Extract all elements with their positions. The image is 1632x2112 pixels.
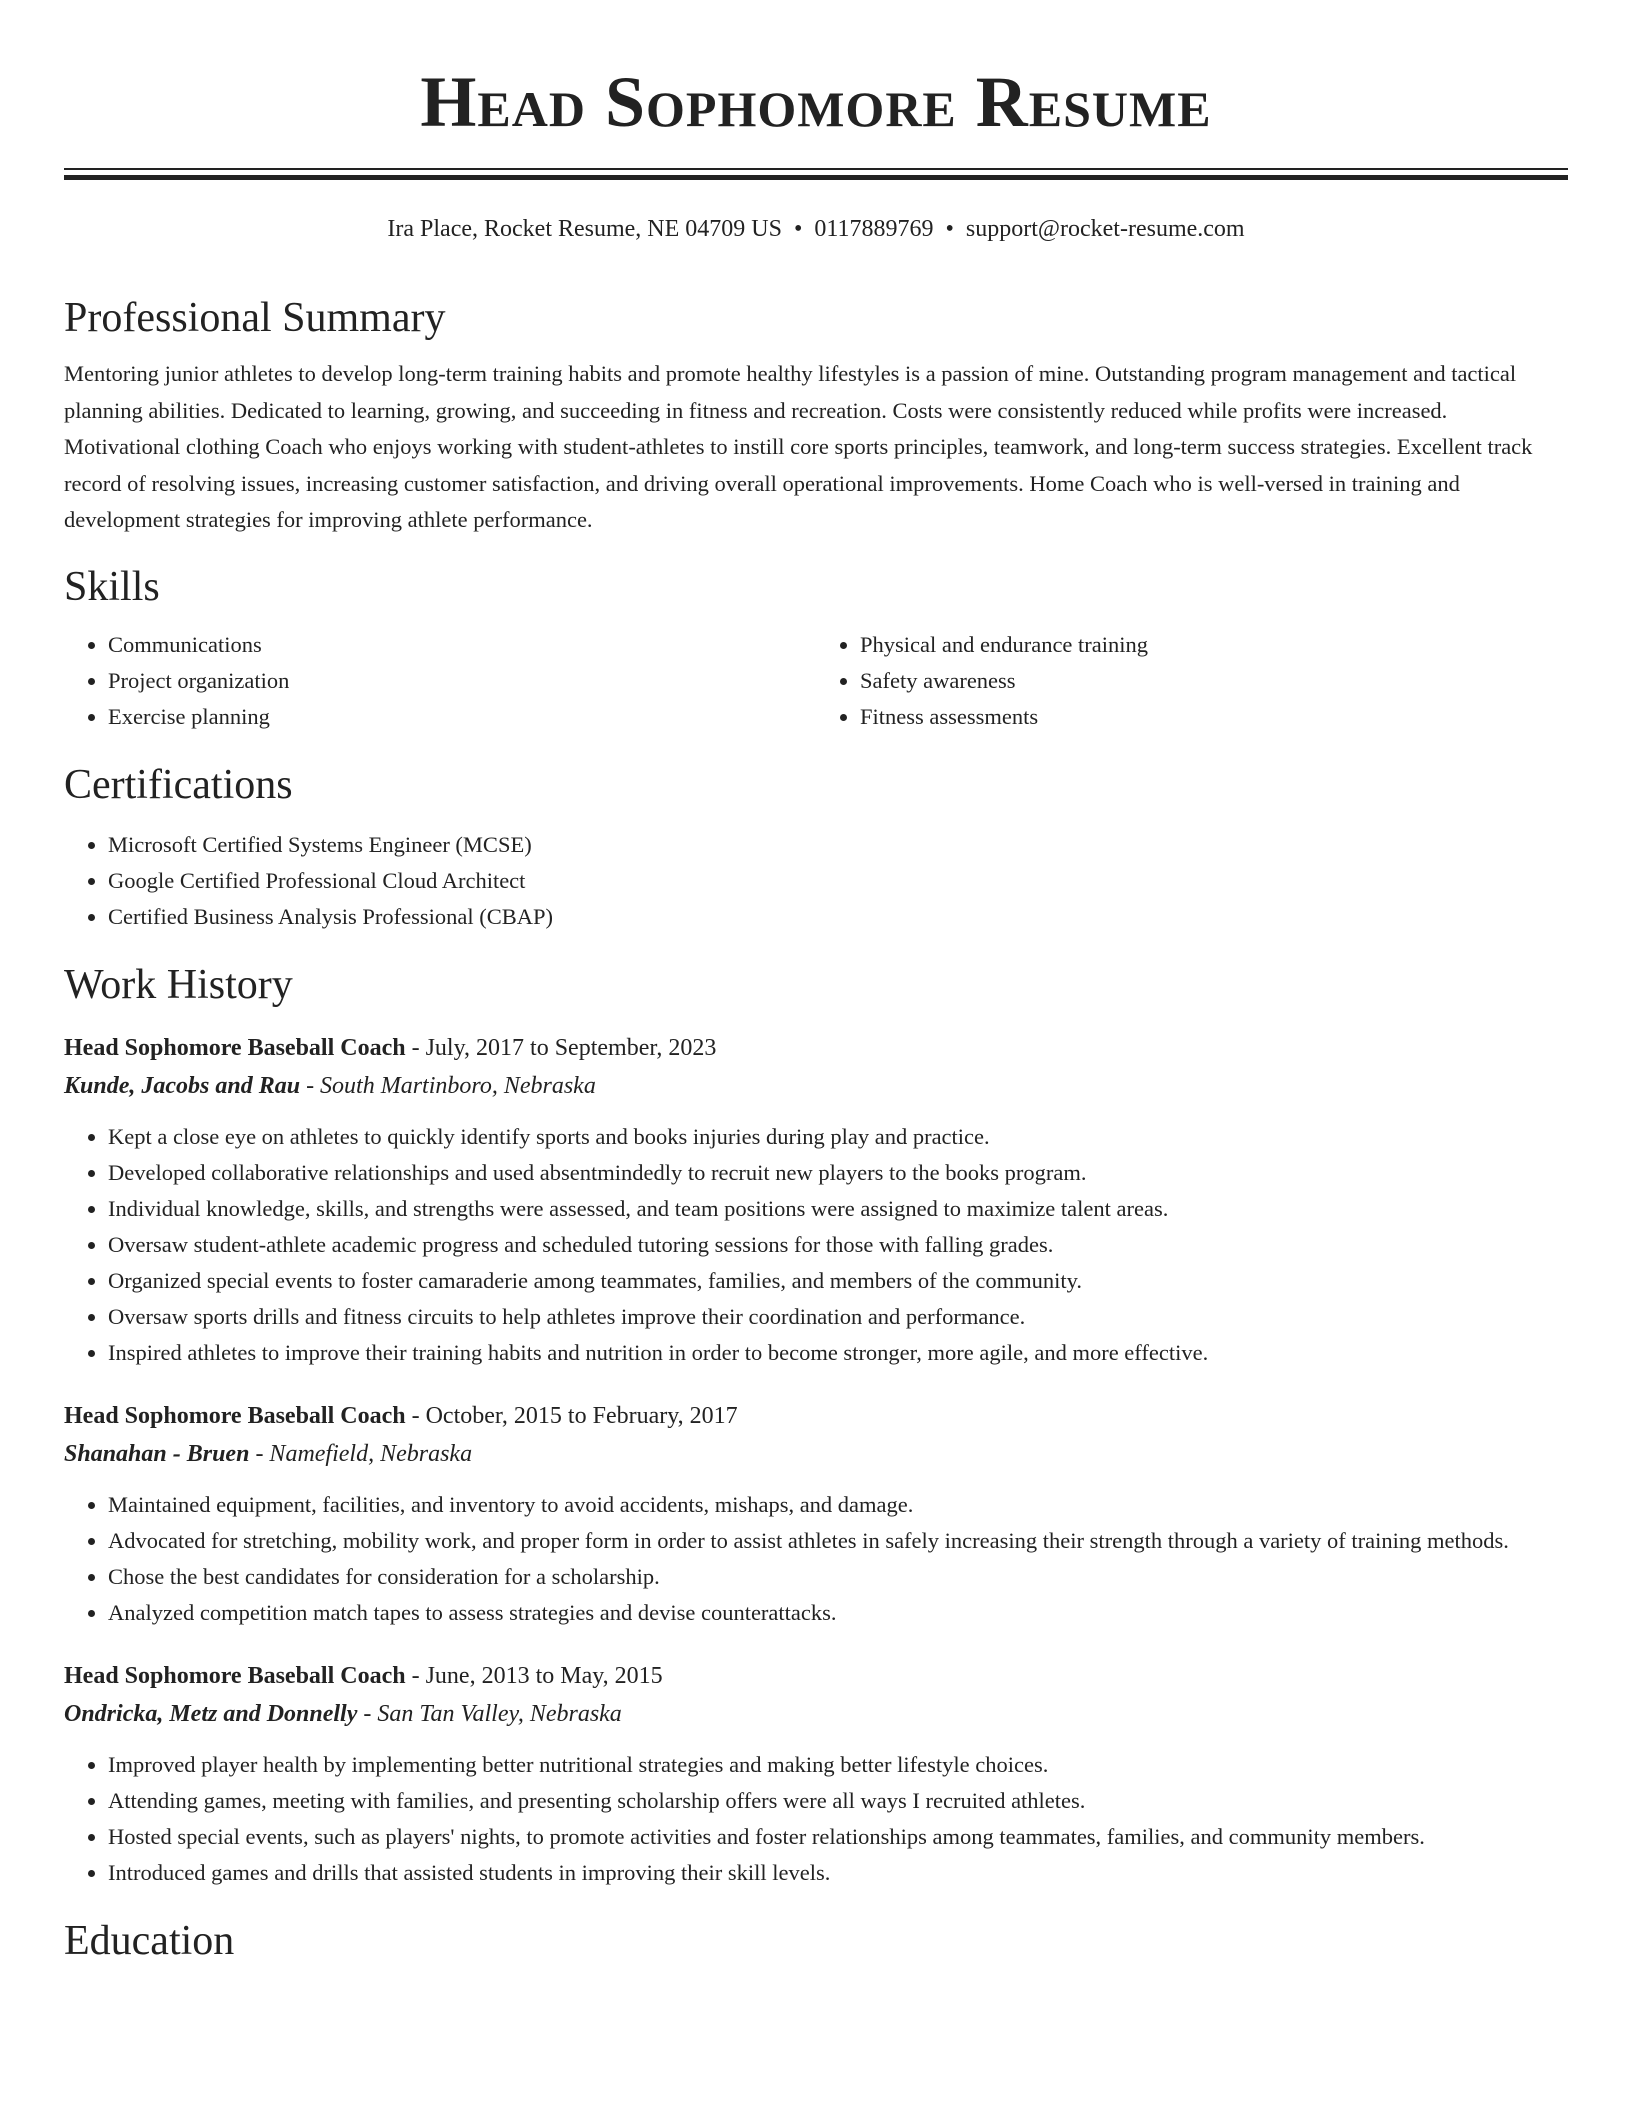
skill-item: • Project organization [108, 663, 816, 699]
certification-item: • Microsoft Certified Systems Engineer (MCSE) [108, 827, 1568, 863]
skill-item: • Physical and endurance training [860, 627, 1568, 663]
job-company: Shanahan - Bruen [64, 1440, 250, 1467]
skills-list-right [816, 627, 1568, 735]
skill-item: • Safety awareness [860, 663, 1568, 699]
education-section [64, 1917, 1568, 1965]
certifications-section [64, 761, 1568, 935]
job-bullet: • Oversaw student-athlete academic progress and scheduled tutoring sessions for those with falling grades. [108, 1227, 1568, 1263]
job-bullets [64, 1747, 1568, 1891]
job-bullet: • Improved player health by implementing better nutritional strategies and making better lifestyle choices. [108, 1747, 1568, 1783]
job-dates: - October, 2015 to February, 2017 [405, 1402, 738, 1429]
job-title-line [64, 1029, 1568, 1067]
job-dates: - June, 2013 to May, 2015 [405, 1662, 663, 1689]
job-dates: - July, 2017 to September, 2023 [405, 1034, 717, 1061]
job-bullet: • Maintained equipment, facilities, and inventory to avoid accidents, mishaps, and damage. [108, 1487, 1568, 1523]
contact-address: Ira Place, Rocket Resume, NE 04709 US [387, 216, 782, 242]
job-bullet: • Kept a close eye on athletes to quickly identify sports and books injuries during play and practice. [108, 1119, 1568, 1155]
skills-heading: Skills [64, 563, 160, 610]
job-bullet: • Organized special events to foster camaraderie among teammates, families, and members of the community. [108, 1263, 1568, 1299]
job-entry [64, 1029, 1568, 1371]
work-history-heading: Work History [64, 961, 293, 1008]
certifications-list [64, 827, 1568, 935]
job-title: Head Sophomore Baseball Coach [64, 1034, 406, 1061]
job-bullet: • Oversaw sports drills and fitness circuits to help athletes improve their coordination and performance. [108, 1299, 1568, 1335]
job-bullet: • Analyzed competition match tapes to assess strategies and devise counterattacks. [108, 1595, 1568, 1631]
job-company: Ondricka, Metz and Donnelly [64, 1700, 358, 1727]
work-history-section [64, 961, 1568, 1891]
resume-title: Head Sophomore Resume [420, 62, 1212, 142]
skills-grid [64, 627, 1568, 735]
skills-section [64, 563, 1568, 735]
contact-phone: 0117889769 [814, 216, 934, 242]
skill-item: • Fitness assessments [860, 699, 1568, 735]
job-location: - San Tan Valley, Nebraska [357, 1700, 622, 1727]
job-bullet: • Hosted special events, such as players' nights, to promote activities and foster relationships among teammates, families, and community members. [108, 1819, 1568, 1855]
job-title: Head Sophomore Baseball Coach [64, 1402, 406, 1429]
job-bullet: • Advocated for stretching, mobility work, and proper form in order to assist athletes in safely increasing their strength through a variety of training methods. [108, 1523, 1568, 1559]
job-title-line [64, 1397, 1568, 1435]
contact-separator: • [945, 216, 954, 242]
job-bullet: • Introduced games and drills that assisted students in improving their skill levels. [108, 1855, 1568, 1891]
summary-section [64, 294, 1568, 539]
certifications-heading: Certifications [64, 761, 293, 808]
contact-separator: • [793, 216, 803, 242]
certification-item: • Google Certified Professional Cloud Architect [108, 863, 1568, 899]
job-bullet: • Developed collaborative relationships and used absentmindedly to recruit new players to the books program. [108, 1155, 1568, 1191]
job-location: - South Martinboro, Nebraska [300, 1072, 596, 1099]
summary-text: Mentoring junior athletes to develop long-term training habits and promote healthy lifestyles is a passion of mine. Outstanding program management and tactical planning abilities. Dedicated to learning, growing, and succeeding in fitness and recreation. Costs were consistently reduced while profits were increased. Motivational clothing Coach who enjoys working with student-athletes to instill core sports principles, teamwork, and long-term success strategies. Excellent track record of resolving issues, increasing customer satisfaction, and driving overall operational improvements. Home Coach who is well-versed in training and development strategies for improving athlete performance. [64, 361, 1533, 532]
skill-item: • Communications [108, 627, 816, 663]
job-location: - Namefield, Nebraska [249, 1440, 473, 1467]
job-bullets [64, 1119, 1568, 1371]
skills-list-left [64, 627, 816, 735]
job-company-line [64, 1695, 1568, 1733]
skill-item: • Exercise planning [108, 699, 816, 735]
job-bullets [64, 1487, 1568, 1631]
contact-line [64, 214, 1568, 244]
job-company: Kunde, Jacobs and Rau [64, 1072, 301, 1099]
job-company-line [64, 1435, 1568, 1473]
contact-email: support@rocket-resume.com [965, 216, 1245, 242]
job-bullet: • Attending games, meeting with families, and presenting scholarship offers were all ways I recruited athletes. [108, 1783, 1568, 1819]
job-bullet: • Inspired athletes to improve their training habits and nutrition in order to become stronger, more agile, and more effective. [108, 1335, 1568, 1371]
job-title-line [64, 1657, 1568, 1695]
job-bullet: • Chose the best candidates for consideration for a scholarship. [108, 1559, 1568, 1595]
job-title: Head Sophomore Baseball Coach [64, 1662, 406, 1689]
education-heading: Education [64, 1917, 235, 1964]
summary-heading: Professional Summary [64, 295, 446, 341]
title-divider [64, 168, 1568, 180]
job-entry [64, 1397, 1568, 1631]
job-bullet: • Individual knowledge, skills, and strengths were assessed, and team positions were assigned to maximize talent areas. [108, 1191, 1568, 1227]
certification-item: • Certified Business Analysis Professional (CBAP) [108, 899, 1568, 935]
job-company-line [64, 1067, 1568, 1105]
job-entry [64, 1657, 1568, 1891]
